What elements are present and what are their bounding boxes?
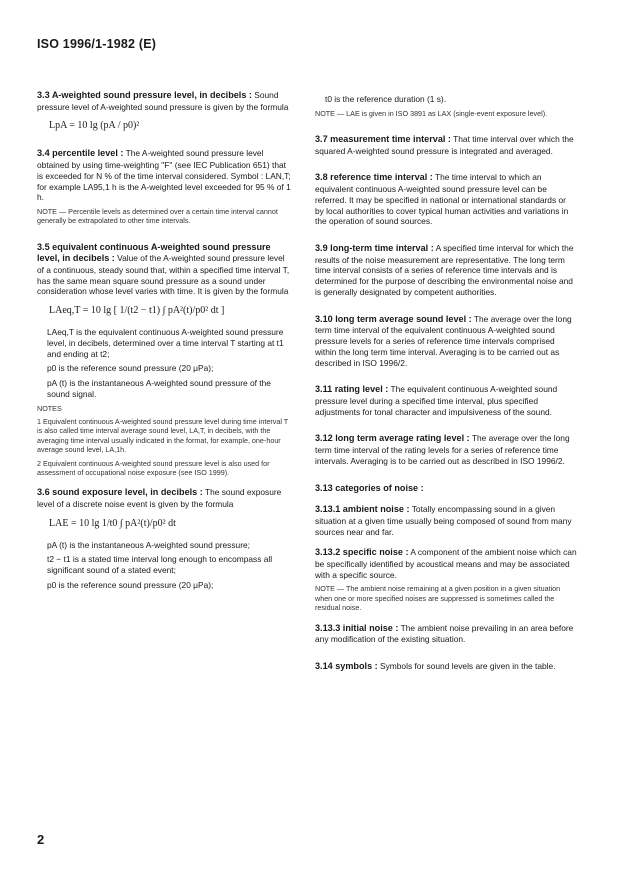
formula-laeq: LAeq,T = 10 lg [ 1/(t2 − t1) ∫ pA²(t)/p0² dt ] (49, 305, 225, 317)
section-3-7-text: That time interval over which the squared A-weighted sound pressure is integrated and averaged. (315, 134, 574, 156)
def-pa-2: pA (t) is the instantaneous A-weighted sound pressure; (47, 539, 250, 550)
section-3-9-text: A specified time interval for which the results of the noise measurement are representative. The long term time interval consists of a series of reference time intervals and is determined for the purpose of describing the environmental noise and is generally designated by competent authorities. (315, 243, 574, 297)
def-laeq: LAeq,T is the equivalent continuous A-weighted sound pressure level, in decibels, determined over a time interval T starting at t1 and ending at t2; (47, 327, 284, 359)
section-3-5 (37, 242, 293, 298)
def-p0-2: p0 is the reference sound pressure (20 μPa); (47, 579, 214, 590)
section-3-14-text: Symbols for sound levels are given in the table. (380, 660, 556, 671)
def-pa: pA (t) is the instantaneous A-weighted sound pressure of the sound signal. (47, 378, 271, 399)
right-column (315, 90, 577, 677)
section-3-6 (37, 487, 293, 509)
section-3-13-3 (315, 623, 577, 645)
section-3-13-2 (315, 547, 577, 580)
section-3-11 (315, 384, 577, 417)
section-3-5-text: Value of the A-weighted sound pressure level of a continuous, steady sound that, within a specified time interval T, has the same mean square sound pressure as a sound under consideration whose level varies with time. It is given by the formula (37, 253, 290, 297)
section-3-14-title: 3.14 symbols : (315, 660, 378, 671)
section-3-11-title: 3.11 rating level : (315, 384, 389, 395)
section-3-9 (315, 243, 577, 298)
section-3-14 (315, 661, 577, 673)
notes-title: NOTES (37, 403, 62, 413)
section-3-11-text: The equivalent continuous A-weighted sound pressure level during a specified time interval, plus specified adjustments for tonal character and impulsiveness of the sound. (315, 384, 558, 417)
section-3-10 (315, 314, 577, 369)
left-column (37, 90, 293, 595)
section-3-13-1 (315, 504, 577, 537)
section-3-10-text: The average over the long term time interval of the equivalent continuous A-weighted sound pressure levels for a series of reference time intervals comprised within the long term time interval. Averaging is to be carried out as described in ISO 1996/2. (315, 313, 572, 368)
section-3-8 (315, 172, 577, 227)
note-residual: NOTE — The ambient noise remaining at a given position in a given situation when one or more specified noises are suppressed is sometimes called the residual noise. (315, 584, 561, 613)
section-3-5-title: 3.5 equivalent continuous A-weighted sound pressure level, in decibels : (37, 241, 271, 264)
section-3-3-text: Sound pressure level of A-weighted sound pressure is given by the formula (37, 90, 289, 112)
section-3-13-2-text: A component of the ambient noise which can be specifically identified by acoustical means and may be associated with a specific source. (315, 547, 577, 580)
section-3-13-title: 3.13 categories of noise : (315, 482, 424, 493)
section-3-13-3-title: 3.13.3 initial noise : (315, 622, 399, 633)
note-percentile: NOTE — Percentile levels as determined over a certain time interval cannot generally be extrapolated to other time intervals. (37, 207, 278, 226)
page-number: 2 (37, 832, 45, 847)
note-lae: NOTE — LAE is given in ISO 3891 as LAX (single-event exposure level). (315, 108, 548, 118)
section-3-13-1-text: Totally encompassing sound in a given situation at a given time usually being composed of sound from many sources near and far. (315, 504, 572, 537)
def-p0: p0 is the reference sound pressure (20 μPa); (47, 363, 214, 374)
section-3-4-title: 3.4 percentile level : (37, 148, 124, 159)
def-t0: t0 is the reference duration (1 s). (325, 94, 447, 104)
document-header: ISO 1996/1-1982 (E) (37, 37, 157, 51)
section-3-12-text: The average over the long term time interval of the rating levels for a series of reference time intervals. Averaging is to be carried out as described in ISO 1996/2. (315, 433, 570, 466)
section-3-6-text: The sound exposure level of a discrete noise event is given by the formula (37, 487, 282, 509)
section-3-13 (315, 483, 577, 495)
section-3-8-title: 3.8 reference time interval : (315, 172, 433, 183)
section-3-7-title: 3.7 measurement time interval : (315, 134, 451, 145)
formula-lae: LAE = 10 lg 1/t0 ∫ pA²(t)/p0² dt (49, 517, 176, 529)
section-3-13-3-text: The ambient noise prevailing in an area before any modification of the existing situation. (315, 622, 574, 645)
section-3-8-text: The time interval to which an equivalent continuous A-weighted sound pressure level can be referred. It may be specified in national or international standards or by local authorities to cover typical human activities and variations in the operation of sound sources. (315, 172, 569, 227)
section-3-3 (37, 90, 293, 112)
formula-lpa: LpA = 10 lg (pA / p0)² (49, 120, 140, 132)
section-3-4-text: The A-weighted sound pressure level obtained by using time-weighting "F" (see IEC Publication 651) that is exceeded for N % of the time interval considered. Symbol : LAN,T; for example LA95,1 h is the A-weighted level exceeded for 95 % of 1 h. (37, 148, 291, 203)
section-3-3-title: 3.3 A-weighted sound pressure level, in decibels : (37, 90, 252, 100)
section-3-9-title: 3.9 long-term time interval : (315, 243, 434, 254)
def-t2-t1: t2 − t1 is a stated time interval long enough to encompass all significant sound of a stated event; (47, 554, 273, 576)
section-3-13-1-title: 3.13.1 ambient noise : (315, 504, 410, 515)
section-3-10-title: 3.10 long term average sound level : (315, 313, 472, 324)
note-1: 1 Equivalent continuous A-weighted sound pressure level during time interval T is also called time interval average sound level, LA,T, in decibels, with the averaging time interval usually indicated in the format, for example, one-hour average sound level, LA,1h. (37, 417, 289, 455)
section-3-6-title: 3.6 sound exposure level, in decibels : (37, 487, 203, 498)
section-3-12 (315, 433, 577, 466)
section-3-13-2-title: 3.13.2 specific noise : (315, 547, 409, 558)
section-3-7 (315, 134, 577, 156)
section-3-4 (37, 148, 293, 203)
section-3-12-title: 3.12 long term average rating level : (315, 433, 470, 444)
note-2: 2 Equivalent continuous A-weighted sound pressure level is also used for assessment of occupational noise exposure (see ISO 1999). (37, 458, 270, 477)
